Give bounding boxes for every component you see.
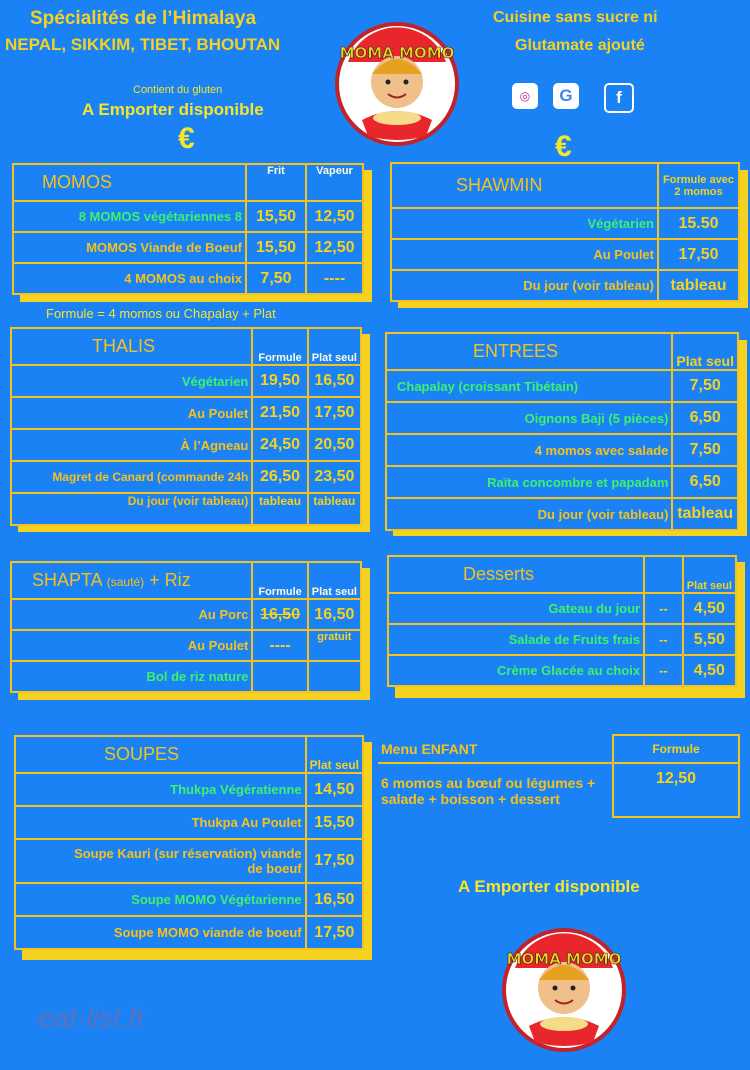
- facebook-icon[interactable]: f: [604, 83, 634, 113]
- soupes-table: [14, 735, 364, 950]
- desserts-price: 4,50: [683, 593, 736, 624]
- shawmin-item: Au Poulet: [391, 239, 658, 270]
- watermark: eat-list.fr: [38, 1002, 146, 1033]
- shapta-price-formule: ----: [252, 630, 307, 661]
- shapta-price-formule: [252, 661, 307, 692]
- enfant-desc: 6 momos au bœuf ou légumes + salade + boisson + dessert: [378, 763, 613, 817]
- shawmin-price: tableau: [658, 270, 739, 301]
- soupes-price: 15,50: [306, 806, 363, 839]
- thalis-price-formule: 26,50: [252, 461, 307, 493]
- shawmin-item: Végétarien: [391, 208, 658, 239]
- thalis-price-formule: 24,50: [252, 429, 307, 461]
- enfant-title: Menu ENFANT: [378, 735, 613, 763]
- momos-price-frit: 15,50: [246, 232, 306, 263]
- euro-sign-left: €: [178, 122, 195, 155]
- momos-table: [12, 163, 364, 295]
- enfant-table: [378, 734, 740, 818]
- entrees-item: Du jour (voir tableau): [386, 498, 672, 530]
- entrees-price: 7,50: [672, 370, 738, 402]
- entrees-item: 4 momos avec salade: [386, 434, 672, 466]
- shapta-subtitle: (sauté): [106, 575, 145, 589]
- momos-price-vapeur: ----: [306, 263, 363, 294]
- desserts-col-plat: Plat seul: [683, 556, 736, 593]
- shapta-item: Bol de riz nature: [11, 661, 252, 692]
- thalis-price-plat: 16,50: [308, 365, 361, 397]
- entrees-price: 6,50: [672, 402, 738, 434]
- thalis-item: À l’Agneau: [11, 429, 252, 461]
- euro-sign-right: €: [555, 130, 572, 163]
- shapta-suffix: + Riz: [149, 570, 191, 590]
- desserts-dash: --: [644, 624, 683, 655]
- thalis-table: [10, 327, 362, 526]
- entrees-item: Chapalay (croissant Tibétain): [386, 370, 672, 402]
- soupes-title: SOUPES: [15, 736, 306, 773]
- shawmin-price: 17,50: [658, 239, 739, 270]
- shawmin-item: Du jour (voir tableau): [391, 270, 658, 301]
- header-title: Spécialités de l’Himalaya: [30, 8, 257, 29]
- momos-price-vapeur: 12,50: [306, 201, 363, 232]
- shapta-price-plat: [308, 661, 361, 692]
- gluten-note: Contient du gluten: [133, 84, 223, 96]
- desserts-price: 5,50: [683, 624, 736, 655]
- momos-price-frit: 15,50: [246, 201, 306, 232]
- thalis-price-plat: 20,50: [308, 429, 361, 461]
- desserts-title: Desserts: [388, 556, 644, 593]
- soupes-item: Thukpa Au Poulet: [15, 806, 306, 839]
- desserts-item: Gateau du jour: [388, 593, 644, 624]
- thalis-item: Magret de Canard (commande 24h: [11, 461, 252, 493]
- shapta-col-formule: Formule: [252, 562, 307, 599]
- shapta-title-cell: [11, 562, 252, 599]
- header-regions: NEPAL, SIKKIM, TIBET, BHOUTAN: [5, 35, 281, 54]
- shapta-price-formule: 16,50: [252, 599, 307, 630]
- thalis-price-formule: 19,50: [252, 365, 307, 397]
- sugar-note-line1: Cuisine sans sucre ni: [493, 9, 658, 26]
- entrees-price: 7,50: [672, 434, 738, 466]
- desserts-col-spacer: [644, 556, 683, 593]
- momos-price-frit: 7,50: [246, 263, 306, 294]
- entrees-price: tableau: [672, 498, 738, 530]
- entrees-col-plat: Plat seul: [672, 333, 738, 370]
- thalis-title: THALIS: [11, 328, 252, 365]
- thalis-price-formule: 21,50: [252, 397, 307, 429]
- desserts-item: Crème Glacée au choix: [388, 655, 644, 686]
- shapta-price-plat: gratuit: [308, 630, 361, 661]
- momos-item: MOMOS Viande de Boeuf: [13, 232, 246, 263]
- shapta-col-plat: Plat seul: [308, 562, 361, 599]
- thalis-col-formule: Formule: [252, 328, 307, 365]
- soupes-price: 17,50: [306, 839, 363, 883]
- shawmin-price: 15.50: [658, 208, 739, 239]
- desserts-dash: --: [644, 593, 683, 624]
- soupes-price: 17,50: [306, 916, 363, 949]
- takeaway-bottom: A Emporter disponible: [458, 877, 640, 896]
- entrees-price: 6,50: [672, 466, 738, 498]
- logo-text-bottom: MOMA MOMO: [506, 950, 622, 968]
- shawmin-table: [390, 162, 740, 302]
- formule-note: Formule = 4 momos ou Chapalay + Plat: [46, 306, 276, 321]
- google-icon[interactable]: G: [553, 83, 579, 109]
- momos-price-vapeur: 12,50: [306, 232, 363, 263]
- enfant-price: 12,50: [613, 763, 739, 817]
- soupes-item: Soupe MOMO Végétarienne: [15, 883, 306, 916]
- shawmin-title: SHAWMIN: [391, 163, 658, 208]
- instagram-icon[interactable]: ◎: [512, 83, 538, 109]
- soupes-item: Soupe MOMO viande de boeuf: [15, 916, 306, 949]
- thalis-price-formule: tableau: [252, 493, 307, 525]
- takeaway-top: A Emporter disponible: [82, 100, 264, 119]
- moma-momo-logo-bottom: [497, 918, 632, 1053]
- entrees-item: Oignons Baji (5 pièces): [386, 402, 672, 434]
- thalis-item: Au Poulet: [11, 397, 252, 429]
- thalis-item: Végétarien: [11, 365, 252, 397]
- moma-momo-logo: [330, 12, 465, 147]
- desserts-table: [387, 555, 737, 687]
- thalis-price-plat: tableau: [308, 493, 361, 525]
- shapta-table: [10, 561, 362, 693]
- logo-text: MOMA MOMO: [339, 44, 455, 62]
- momos-col-vapeur: Vapeur: [306, 164, 363, 201]
- shapta-item: Au Porc: [11, 599, 252, 630]
- momos-title: MOMOS: [13, 164, 246, 201]
- thalis-item: Du jour (voir tableau): [11, 493, 252, 525]
- thalis-price-plat: 23,50: [308, 461, 361, 493]
- shapta-title: SHAPTA: [32, 570, 102, 590]
- soupes-col-plat: Plat seul: [306, 736, 363, 773]
- soupes-price: 16,50: [306, 883, 363, 916]
- desserts-item: Salade de Fruits frais: [388, 624, 644, 655]
- momos-col-frit: Frit: [246, 164, 306, 201]
- sugar-note-line2: Glutamate ajouté: [515, 37, 645, 54]
- soupes-item: Thukpa Végératienne: [15, 773, 306, 806]
- desserts-dash: --: [644, 655, 683, 686]
- entrees-item: Raïta concombre et papadam: [386, 466, 672, 498]
- momos-item: 8 MOMOS végétariennes 8: [13, 201, 246, 232]
- momos-item: 4 MOMOS au choix: [13, 263, 246, 294]
- entrees-title: ENTREES: [386, 333, 672, 370]
- shapta-price-plat: 16,50: [308, 599, 361, 630]
- thalis-price-plat: 17,50: [308, 397, 361, 429]
- shapta-item: Au Poulet: [11, 630, 252, 661]
- shawmin-col-formule: Formule avec 2 momos: [658, 163, 739, 208]
- desserts-price: 4,50: [683, 655, 736, 686]
- soupes-price: 14,50: [306, 773, 363, 806]
- soupes-item: Soupe Kauri (sur réservation) viande de boeuf: [15, 839, 306, 883]
- entrees-table: [385, 332, 739, 531]
- enfant-col-formule: Formule: [613, 735, 739, 763]
- thalis-col-plat: Plat seul: [308, 328, 361, 365]
